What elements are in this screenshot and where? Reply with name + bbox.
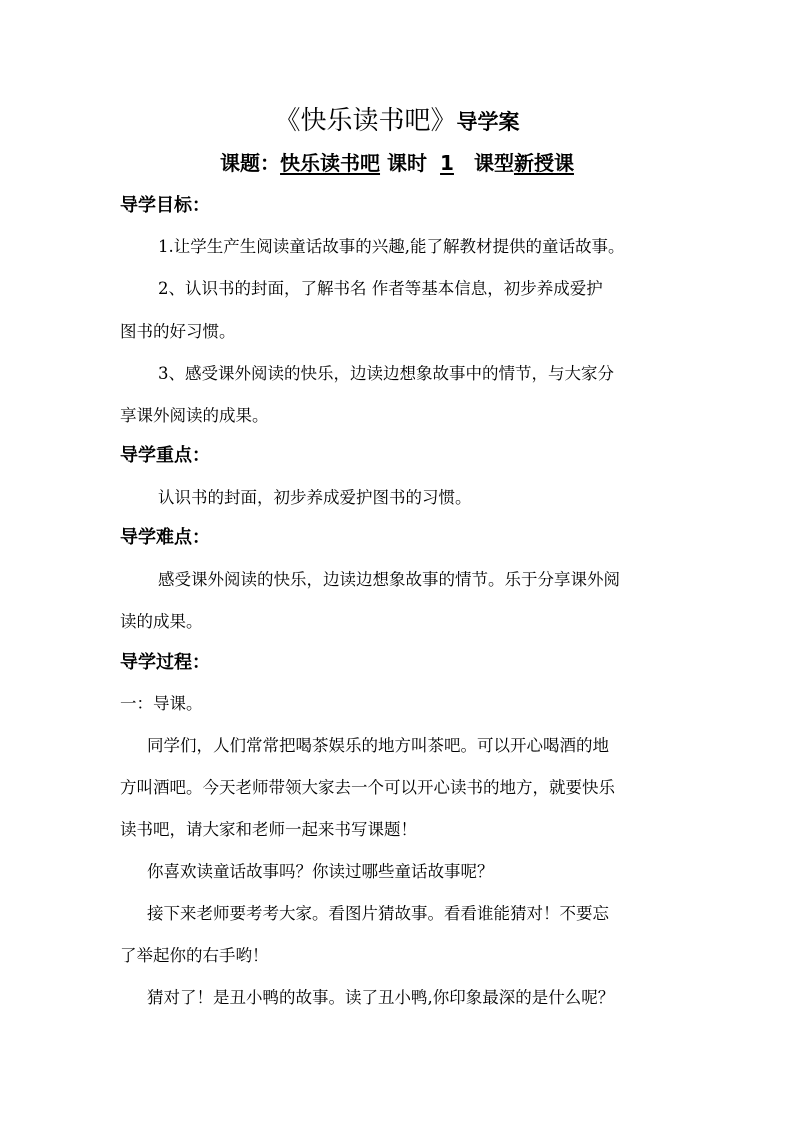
difficulty-line: 感受课外阅读的快乐，边读边想象故事的情节。乐于分享课外阅: [158, 570, 620, 589]
difficulties-heading: 导学难点：: [120, 527, 210, 548]
type-label: 课型: [473, 151, 514, 175]
objective-line: 1.让学生产生阅读童话故事的兴趣,能了解教材提供的童话故事。: [158, 237, 625, 256]
objective-line: 享课外阅读的成果。: [120, 406, 269, 425]
process-line: 方叫酒吧。今天老师带领大家去一个可以开心读书的地方，就要快乐: [120, 778, 615, 797]
process-line: 你喜欢读童话故事吗？你读过哪些童话故事呢？: [147, 862, 494, 881]
process-line: 一：导课。: [120, 694, 203, 713]
objective-line: 2、认识书的封面，了解书名 作者等基本信息，初步养成爱护: [158, 279, 603, 298]
process-line: 了举起你的右手哟！: [120, 946, 269, 965]
period-value: 1: [440, 151, 454, 175]
process-line: 接下来老师要考考大家。看图片猜故事。看看谁能猜对！不要忘: [147, 904, 609, 923]
document-title: [0, 100, 794, 137]
objectives-heading: 导学目标：: [120, 195, 210, 216]
process-line: 同学们，人们常常把喝茶娱乐的地方叫茶吧。可以开心喝酒的地: [147, 736, 609, 755]
topic-value: 快乐读书吧: [280, 151, 381, 175]
process-line: 猜对了！是丑小鸭的故事。读了丑小鸭,你印象最深的是什么呢？: [147, 988, 615, 1007]
process-line: 读书吧，请大家和老师一起来书写课题！: [120, 820, 417, 839]
key-points-heading: 导学重点：: [120, 445, 210, 466]
process-heading: 导学过程：: [120, 652, 210, 673]
objective-line: 3、感受课外阅读的快乐，边读边想象故事中的情节，与大家分: [158, 364, 614, 383]
lesson-info: [0, 147, 794, 176]
type-value: 新授课: [513, 151, 574, 175]
title-suffix: 导学案: [456, 110, 520, 134]
period-label: 课时: [387, 151, 427, 175]
difficulty-line: 读的成果。: [120, 612, 203, 631]
topic-label: 课题：: [220, 151, 281, 175]
title-main: 《快乐读书吧》: [274, 106, 457, 136]
key-point-line: 认识书的封面，初步养成爱护图书的习惯。: [158, 488, 472, 507]
objective-line: 图书的好习惯。: [120, 322, 236, 341]
